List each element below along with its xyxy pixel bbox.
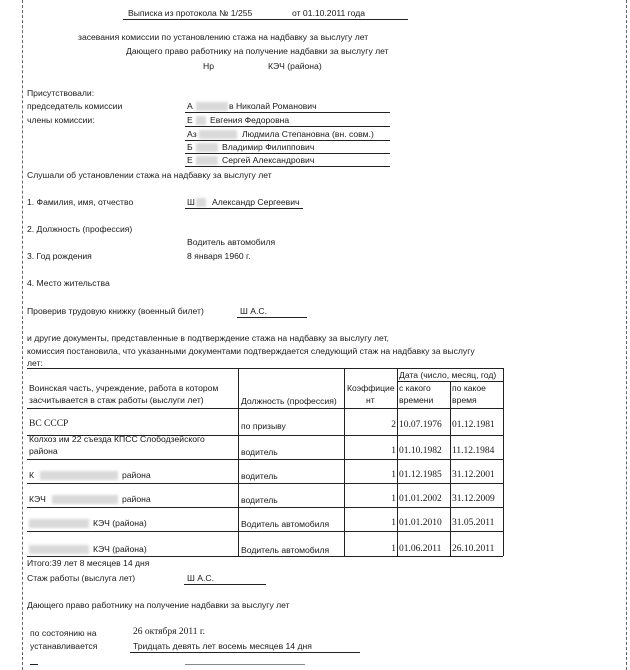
table-cell-to: 26.10.2011 bbox=[452, 544, 495, 554]
redaction bbox=[196, 198, 206, 207]
member-name: Евгения Федоровна bbox=[210, 115, 290, 125]
table-cell-from: 01.01.2010 bbox=[399, 518, 442, 528]
table-line bbox=[238, 368, 239, 556]
heard-line: Слушали об установлении стажа на надбавку за выслугу лет bbox=[27, 170, 272, 180]
member-underline bbox=[185, 126, 390, 127]
member-name: Сергей Александрович bbox=[222, 155, 315, 165]
table-cell-from: 01.12.1985 bbox=[399, 470, 442, 480]
cut-off-line bbox=[185, 664, 305, 665]
name-label: 1. Фамилия, имя, отчество bbox=[27, 197, 134, 207]
table-cell-org: КЭЧ (района) bbox=[93, 518, 147, 528]
table-cell-org: КЭЧ bbox=[29, 494, 46, 504]
table-cell-from: 01.06.2011 bbox=[399, 544, 442, 554]
member-underline bbox=[185, 140, 390, 141]
table-line bbox=[397, 368, 398, 556]
chair-initial: А bbox=[187, 101, 193, 111]
checked-value: Ш А.С. bbox=[240, 306, 267, 316]
table-line bbox=[344, 368, 345, 556]
name-underline bbox=[185, 208, 303, 209]
table-cell-position: по призыву bbox=[241, 421, 286, 431]
header-org: Воинская часть, учреждение, работа в котором bbox=[29, 383, 219, 393]
page-border-right bbox=[626, 0, 627, 670]
table-cell-coef: 1 bbox=[391, 446, 396, 456]
header-org: засчитывается в стаж работы (выслуги лет) bbox=[29, 395, 204, 405]
table-cell-to: 31.12.2009 bbox=[452, 494, 495, 504]
table-cell-org: ВС СССР bbox=[29, 419, 69, 429]
residence-label: 4. Место жительства bbox=[27, 278, 110, 288]
table-cell-coef: 2 bbox=[391, 420, 396, 430]
page-border-left bbox=[22, 0, 23, 670]
header-from: с какого bbox=[399, 383, 431, 393]
member-name: Владимир Филиппович bbox=[222, 142, 315, 152]
purpose-subtitle: Дающего право работнику на получение надбавки за выслугу лет bbox=[126, 46, 389, 56]
service-value: Ш А.С. bbox=[187, 573, 214, 583]
member-initial: Е bbox=[187, 115, 193, 125]
org-fragment: Нр bbox=[203, 61, 214, 71]
name-initial: Ш bbox=[187, 197, 195, 207]
table-cell-from: 10.07.1976 bbox=[399, 420, 442, 430]
members-label: члены комиссии: bbox=[27, 115, 95, 125]
chair-label: председатель комиссии bbox=[27, 101, 123, 111]
table-cell-org: района bbox=[122, 470, 151, 480]
position-label: 2. Должность (профессия) bbox=[27, 224, 133, 234]
redaction bbox=[40, 471, 118, 480]
table-line bbox=[503, 368, 504, 556]
header-position: Должность (профессия) bbox=[241, 396, 337, 406]
chair-underline bbox=[185, 112, 390, 113]
table-cell-position: Водитель автомобиля bbox=[241, 545, 330, 555]
redaction bbox=[196, 102, 228, 111]
table-line bbox=[27, 507, 503, 508]
birth-value: 8 января 1960 г. bbox=[187, 251, 251, 261]
header-date: Дата (число, месяц, год) bbox=[399, 370, 497, 380]
member-underline bbox=[185, 153, 390, 154]
service-underline bbox=[184, 584, 266, 585]
checked-label: Проверив трудовую книжку (военный билет) bbox=[27, 306, 204, 316]
table-cell-position: Водитель автомобиля bbox=[241, 519, 330, 529]
checked-underline bbox=[237, 317, 307, 318]
table-line bbox=[27, 483, 503, 484]
redaction bbox=[196, 156, 218, 165]
position-value: Водитель автомобиля bbox=[187, 237, 276, 247]
set-label: устанавливается bbox=[30, 641, 98, 651]
table-cell-coef: 1 bbox=[391, 518, 396, 528]
table-cell-org: К bbox=[29, 470, 35, 480]
service-label: Стаж работы (выслуга лет) bbox=[27, 573, 136, 583]
member-initial: Е bbox=[187, 155, 193, 165]
docs-line-3: лет: bbox=[27, 358, 43, 368]
table-cell-to: 11.12.1984 bbox=[452, 446, 495, 456]
meeting-subtitle: засевания комиссии по установлению стажа на надбавку за выслугу лет bbox=[78, 32, 369, 42]
table-cell-position: водитель bbox=[241, 447, 278, 457]
cut-off-line bbox=[30, 664, 38, 665]
table-line bbox=[27, 368, 503, 369]
table-cell-coef: 1 bbox=[391, 494, 396, 504]
table-cell-to: 31.05.2011 bbox=[452, 518, 495, 528]
redaction bbox=[52, 495, 118, 504]
table-cell-position: водитель bbox=[241, 495, 278, 505]
as-of-label: по состоянию на bbox=[30, 628, 97, 638]
as-of-value: 26 октября 2011 г. bbox=[133, 627, 206, 637]
table-cell-to: 01.12.1981 bbox=[452, 420, 495, 430]
docs-line-2: комиссия постановила, что указанными документами подтверждается следующий стаж на надбавку за выслугу bbox=[27, 346, 475, 356]
entitled-line: Дающего право работнику на получение надбавки за выслугу лет bbox=[27, 600, 290, 610]
table-cell-coef: 1 bbox=[391, 470, 396, 480]
table-line bbox=[27, 531, 503, 532]
set-value: Тридцать девять лет восемь месяцев 14 дня bbox=[133, 641, 312, 651]
table-line bbox=[27, 556, 503, 557]
table-cell-from: 01.01.2002 bbox=[399, 494, 442, 504]
member-initial: Аз bbox=[187, 129, 197, 139]
redaction bbox=[29, 519, 89, 528]
table-line bbox=[450, 381, 451, 556]
table-cell-org: района bbox=[122, 494, 151, 504]
protocol-date: от 01.10.2011 года bbox=[292, 8, 366, 18]
present-label: Присутствовали: bbox=[27, 88, 95, 98]
redaction bbox=[199, 130, 237, 139]
name-value: Александр Сергеевич bbox=[212, 197, 300, 207]
header-coef: нт bbox=[366, 395, 375, 405]
birth-label: 3. Год рождения bbox=[27, 251, 92, 261]
title-underline bbox=[123, 19, 408, 20]
header-to: по какое bbox=[452, 383, 486, 393]
table-line bbox=[27, 408, 503, 409]
redaction bbox=[29, 545, 89, 554]
table-cell-org: Колхоз им 22 съезда КПСС Слободзейского bbox=[29, 434, 205, 444]
protocol-title: Выписка из протокола № 1/255 bbox=[128, 8, 253, 18]
redaction bbox=[196, 143, 218, 152]
member-initial: Б bbox=[187, 142, 193, 152]
header-coef: Коэффицие bbox=[347, 383, 395, 393]
redaction bbox=[196, 116, 206, 125]
member-name: Людмила Степановна (вн. совм.) bbox=[242, 129, 374, 139]
set-underline bbox=[130, 652, 360, 653]
table-cell-to: 31.12.2001 bbox=[452, 470, 495, 480]
docs-line-1: и другие документы, представленные в подтверждение стажа на надбавку за выслугу лет, bbox=[27, 333, 389, 343]
table-cell-from: 01.10.1982 bbox=[399, 446, 442, 456]
header-to: время bbox=[452, 395, 477, 405]
org-name: КЭЧ (района) bbox=[268, 61, 322, 71]
member-underline bbox=[185, 166, 390, 167]
header-from: времени bbox=[399, 395, 434, 405]
total-line: Итого:39 лет 8 месяцев 14 дня bbox=[27, 558, 150, 568]
table-line bbox=[27, 459, 503, 460]
table-cell-position: водитель bbox=[241, 471, 278, 481]
chair-name: в Николай Романович bbox=[229, 101, 317, 111]
table-cell-coef: 1 bbox=[391, 544, 396, 554]
table-cell-org: КЭЧ (района) bbox=[93, 544, 147, 554]
table-cell-org: района bbox=[29, 446, 58, 456]
